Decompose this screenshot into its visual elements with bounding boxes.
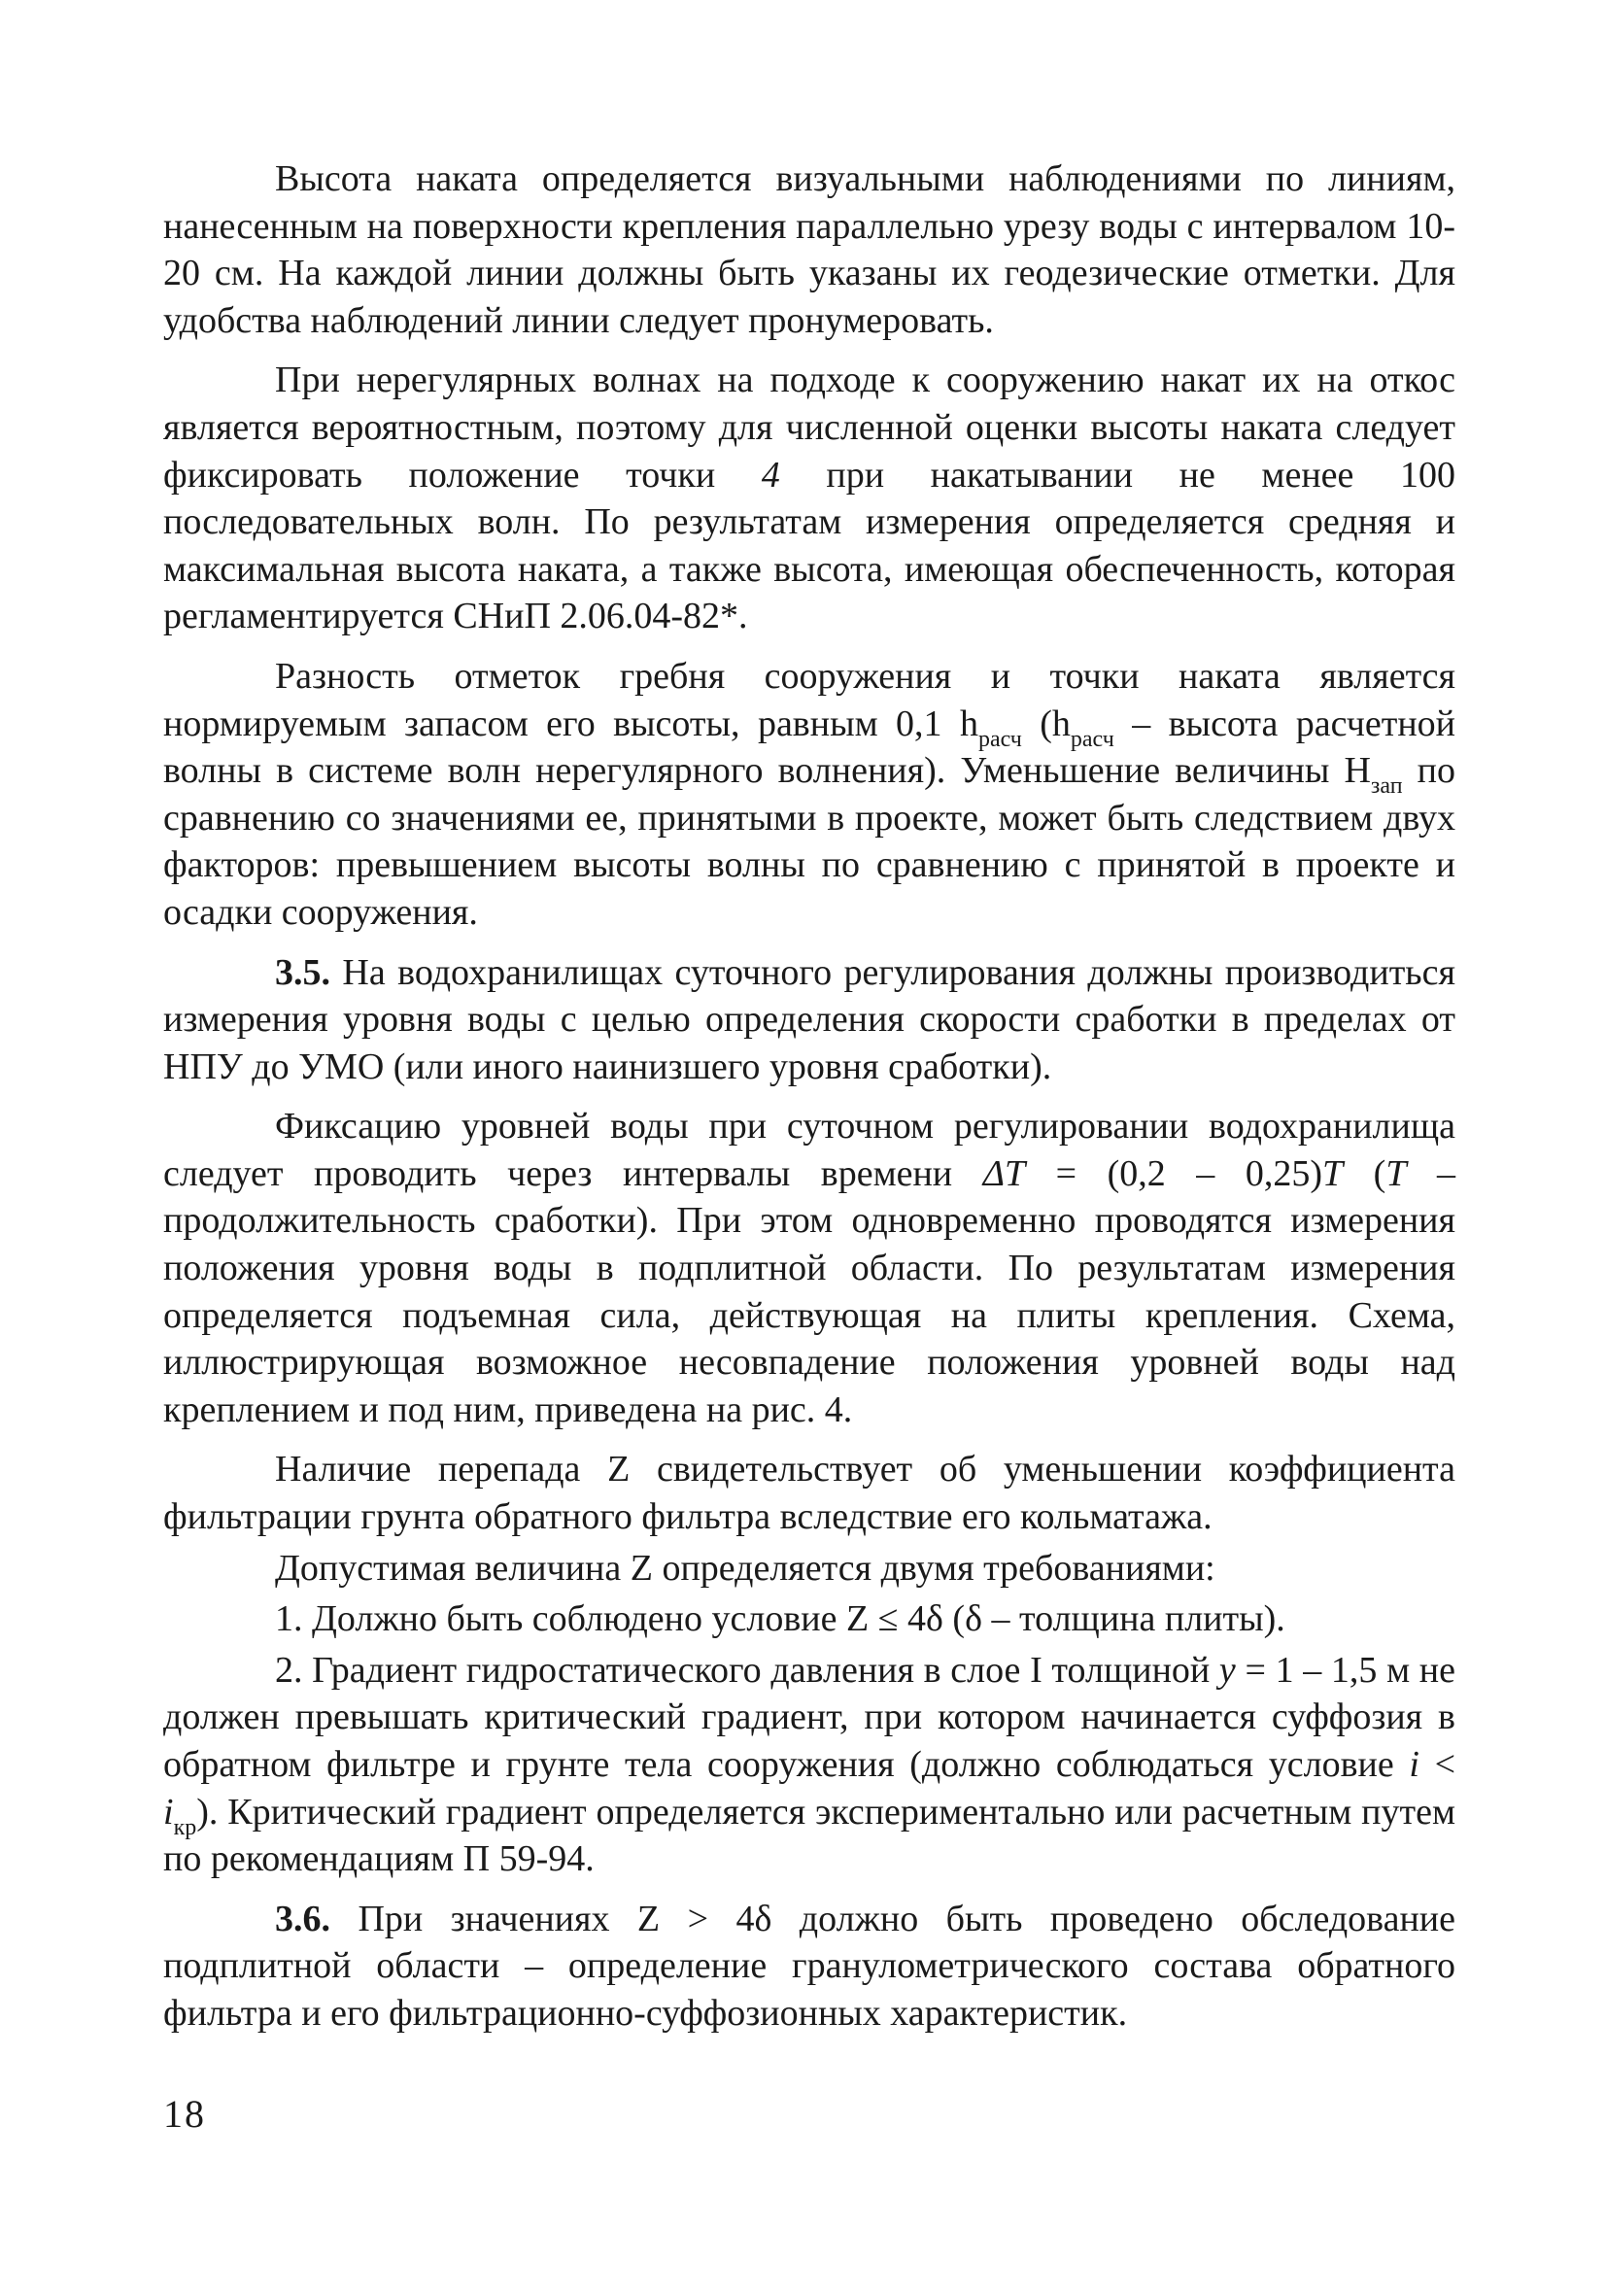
text-run: ( <box>1343 1152 1386 1194</box>
text-run: ). Критический градиент определяется экспериментально или расчетным путем по рекомендациям П 59-94. <box>163 1791 1455 1880</box>
subscript: зап <box>1370 773 1403 800</box>
formula-i: i <box>1409 1744 1419 1785</box>
formula-i: i <box>163 1791 174 1833</box>
paragraph-irregular-waves <box>163 357 1455 640</box>
paragraph-pressure-drop: Наличие перепада Z свидетельствует об уменьшении коэффициента фильтрации грунта обратного фильтра вследствие его кольматажа. <box>163 1449 1455 1538</box>
paragraph-runup-observation: Высота наката определяется визуальными наблюдениями по линиям, нанесенным на поверхности крепления параллельно урезу воды с интервалом 10-20 см. На каждой линии должны быть указаны их геодезические отметки. Для удобства наблюдений линии следует пронумеровать. <box>163 158 1455 341</box>
subscript: расч <box>977 726 1022 752</box>
subscript: кр <box>173 1814 197 1840</box>
paragraph-section-3-5 <box>163 949 1455 1091</box>
text-run: при накатывании не менее 100 последовательных волн. По результатам измерения определяется средняя и максимальная высота наката, а также высота, имеющая обеспеченность, которая регламентируется СНиП 2.06.04-82*. <box>163 454 1456 637</box>
formula-y: y <box>1218 1649 1236 1691</box>
text-run: Фиксацию уровней воды при суточном регулировании водохранилища следует проводить через интервалы времени <box>163 1106 1455 1194</box>
text-run: – продолжительность сработки). При этом одновременно проводятся измерения положения уровня воды в подплитной области. По результатам измерения определяется подъемная сила, действующая на плиты крепления. Схема, иллюстрирующая возможное несовпадение положения уровней воды над креплением и под ним, приведена на рис. 4. <box>163 1152 1455 1430</box>
formula-t: T <box>1322 1152 1344 1194</box>
paragraph-level-fixation <box>163 1103 1455 1433</box>
page-number: 18 <box>163 2092 206 2136</box>
formula-t: T <box>1385 1152 1407 1194</box>
paragraph-requirement-2 <box>163 1647 1455 1883</box>
text-run: При значениях Z > 4δ должно быть проведено обследование подплитной области – определение гранулометрического состава обратного фильтра и его фильтрационно-суффозионных характеристик. <box>163 1898 1455 2034</box>
paragraph-requirements-intro: Допустимая величина Z определяется двумя требованиями: <box>275 1547 1215 1589</box>
text-run: = 1 – 1,5 м не должен превышать критический градиент, при котором начинается суффозия в обратном фильтре и грунте тела сооружения (должно соблюдаться условие <box>163 1649 1455 1785</box>
paragraph-section-3-6 <box>163 1896 1455 2038</box>
section-number: 3.5. <box>275 951 330 993</box>
text-run: = (0,2 – 0,25) <box>1025 1152 1322 1194</box>
text-run: – высота расчетной волны в системе волн нерегулярного волнения). Уменьшение величины H <box>163 703 1455 792</box>
text-run: 2. Градиент гидростатического давления в слое I толщиной <box>275 1649 1219 1691</box>
text-run: При нерегулярных волнах на подходе к сооружению накат их на откос является вероятностным, поэтому для численной оценки высоты наката следует фиксировать положение точки <box>163 360 1455 496</box>
section-number: 3.6. <box>275 1898 330 1939</box>
subscript: расч <box>1070 726 1114 752</box>
text-run: (h <box>1021 703 1071 744</box>
point-number: 4 <box>761 454 780 496</box>
text-run: На водохранилищах суточного регулирования должны производиться измерения уровня воды с целью определения скорости сработки в пределах от НПУ до УМО (или иного наинизшего уровня сработки). <box>163 951 1455 1087</box>
paragraph-requirement-1: 1. Должно быть соблюдено условие Z ≤ 4δ (δ – толщина плиты). <box>275 1598 1285 1640</box>
page-body <box>163 155 1455 2050</box>
text-run: по сравнению со значениями ее, принятыми в проекте, может быть следствием двух факторов: превышением высоты волны по сравнению с принятой в проекте и осадки сооружения. <box>163 750 1455 933</box>
paragraph-height-reserve <box>163 653 1455 937</box>
text-run: < <box>1418 1744 1455 1785</box>
formula-delta-t: ΔT <box>982 1152 1026 1194</box>
text-run: Разность отметок гребня сооружения и точки наката является нормируемым запасом его высоты, равным 0,1 h <box>163 655 1455 744</box>
